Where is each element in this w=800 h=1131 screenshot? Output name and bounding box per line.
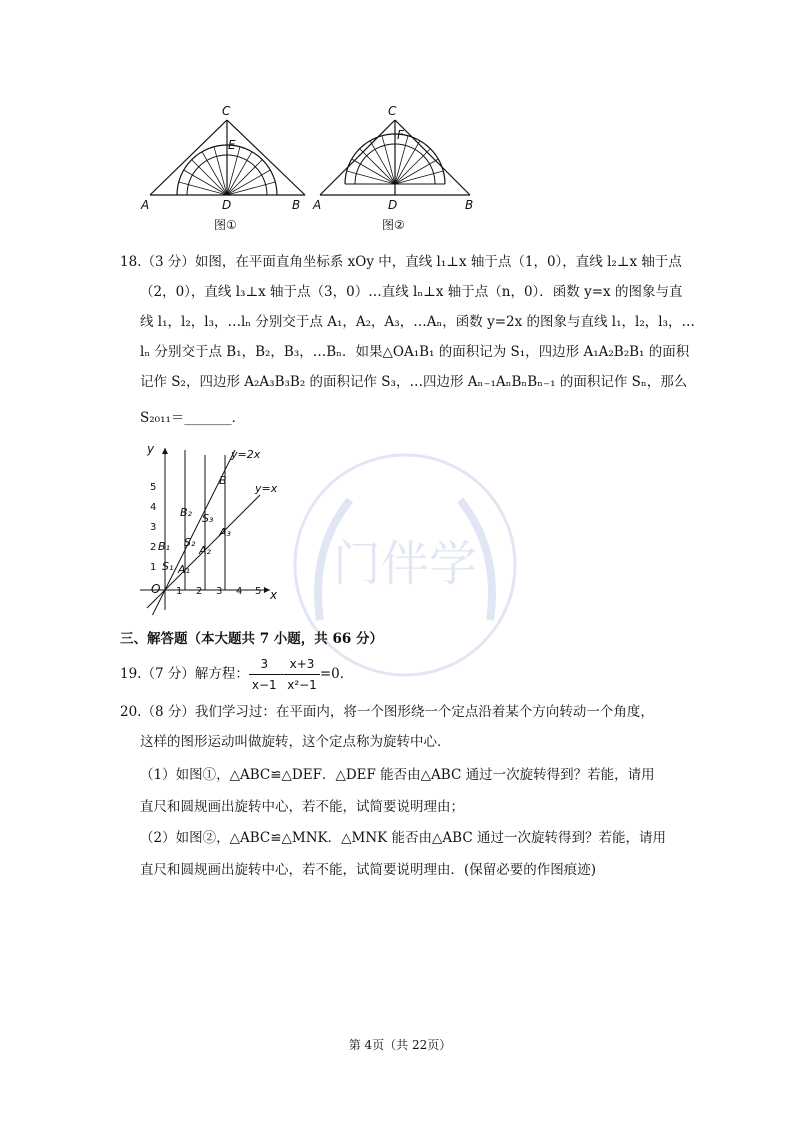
- q19-fraction-2: [284, 654, 320, 695]
- fig2-label-b: B: [465, 198, 474, 212]
- q19-minus: -: [279, 666, 285, 682]
- graph-line-2x-label: y=2x: [231, 448, 261, 461]
- q19-fraction-1: [249, 654, 280, 695]
- q19-frac1-num: 3: [249, 654, 280, 675]
- y-tick-4: 4: [150, 502, 157, 513]
- fig1-label-b: B: [292, 198, 301, 212]
- point-a1: A₁: [178, 563, 190, 576]
- graph-y-label: y: [147, 442, 155, 456]
- q18-line-6: S₂₀₁₁＝_______．: [140, 410, 246, 426]
- point-a3: A₃: [219, 526, 231, 539]
- x-tick-4: 4: [236, 586, 243, 597]
- fig1-label-e: E: [228, 138, 236, 152]
- x-tick-3: 3: [216, 586, 223, 597]
- fig2-label-c: C: [388, 104, 397, 118]
- fig2-caption: 图②: [382, 218, 405, 232]
- fig1-label-a: A: [141, 198, 150, 212]
- protractor-figures: [130, 100, 490, 240]
- graph-x-label: x: [270, 588, 278, 602]
- fig2-label-f: F: [397, 128, 404, 142]
- x-tick-2: 2: [196, 586, 203, 597]
- q20-line-6: 直尺和圆规画出旋转中心，若不能，试简要说明理由．(保留必要的作图痕迹): [140, 862, 597, 878]
- area-s3: S₃: [202, 512, 214, 525]
- q18-line-5: 记作 S₂，四边形 A₂A₃B₃B₂ 的面积记作 S₃，…四边形 Aₙ₋₁AₙBₙBₙ₋₁ 的面积记作 Sₙ，那么: [140, 374, 688, 390]
- point-b1: B₁: [158, 540, 170, 553]
- y-tick-2: 2: [150, 542, 157, 553]
- q19-frac2-num: x+3: [284, 654, 320, 675]
- q18-line-4: lₙ 分别交于点 B₁，B₂，B₃，…Bₙ．如果△OA₁B₁ 的面积记为 S₁，四边形 A₁A₂B₂B₁ 的面积: [140, 344, 690, 360]
- area-s2: S₂: [184, 536, 196, 549]
- figure-1: [150, 120, 305, 195]
- point-a2: A₂: [199, 544, 211, 557]
- q18-line-2: （2，0），直线 l₃⊥x 轴于点（3，0）…直线 lₙ⊥x 轴于点（n，0）．函数 y=x 的图象与直: [140, 284, 683, 300]
- q20-line-4: 直尺和圆规画出旋转中心，若不能，试简要说明理由；: [140, 799, 464, 815]
- section-3-title: 三、解答题（本大题共 7 小题，共 66 分）: [120, 631, 383, 647]
- q19-frac2-den: x²−1: [287, 677, 317, 692]
- fig1-label-c: C: [222, 104, 231, 118]
- point-b2: B₂: [180, 506, 192, 519]
- y-tick-1: 1: [150, 562, 157, 573]
- graph-line-x-label: y=x: [255, 482, 278, 495]
- q20-line-2: 这样的图形运动叫做旋转，这个定点称为旋转中心．: [140, 734, 451, 750]
- q20-line-5: （2）如图②，△ABC≌△MNK．△MNK 能否由△ABC 通过一次旋转得到？若能，请用: [140, 830, 666, 846]
- x-tick-1: 1: [176, 586, 183, 597]
- point-b3: B: [219, 474, 227, 487]
- y-tick-3: 3: [150, 522, 157, 533]
- q18-line-3: 线 l₁，l₂，l₃，…lₙ 分别交于点 A₁，A₂，A₃，…Aₙ，函数 y=2x 的图象与直线 l₁，l₂，l₃，…: [140, 314, 695, 330]
- q19-frac1-den: x−1: [251, 677, 277, 692]
- q19-prefix: 19.（7 分）解方程：: [120, 666, 249, 682]
- graph-origin-label: O: [151, 582, 161, 596]
- q18-line-1: 18.（3 分）如图，在平面直角坐标系 xOy 中，直线 l₁⊥x 轴于点（1，0），直线 l₂⊥x 轴于点: [120, 254, 682, 270]
- y-tick-5: 5: [150, 482, 157, 493]
- area-s1: S₁: [162, 560, 174, 573]
- q19-equation: [120, 654, 353, 694]
- fig2-label-a: A: [313, 198, 322, 212]
- svg-text:门伴学: 门伴学: [332, 536, 478, 592]
- figure-2: [320, 120, 470, 195]
- x-tick-5: 5: [255, 586, 262, 597]
- fig1-label-d: D: [222, 198, 232, 212]
- q20-line-1: 20.（8 分）我们学习过：在平面内，将一个图形绕一个定点沿着某个方向转动一个角度，: [120, 704, 654, 720]
- watermark-logo: [280, 440, 530, 690]
- fig1-caption: 图①: [214, 218, 237, 232]
- q19-suffix: =0．: [319, 666, 354, 682]
- page-footer: 第 4页（共 22页）: [348, 1038, 452, 1052]
- q20-line-3: （1）如图①，△ABC≌△DEF．△DEF 能否由△ABC 通过一次旋转得到？若能，请用: [140, 767, 655, 783]
- fig2-label-d: D: [388, 198, 398, 212]
